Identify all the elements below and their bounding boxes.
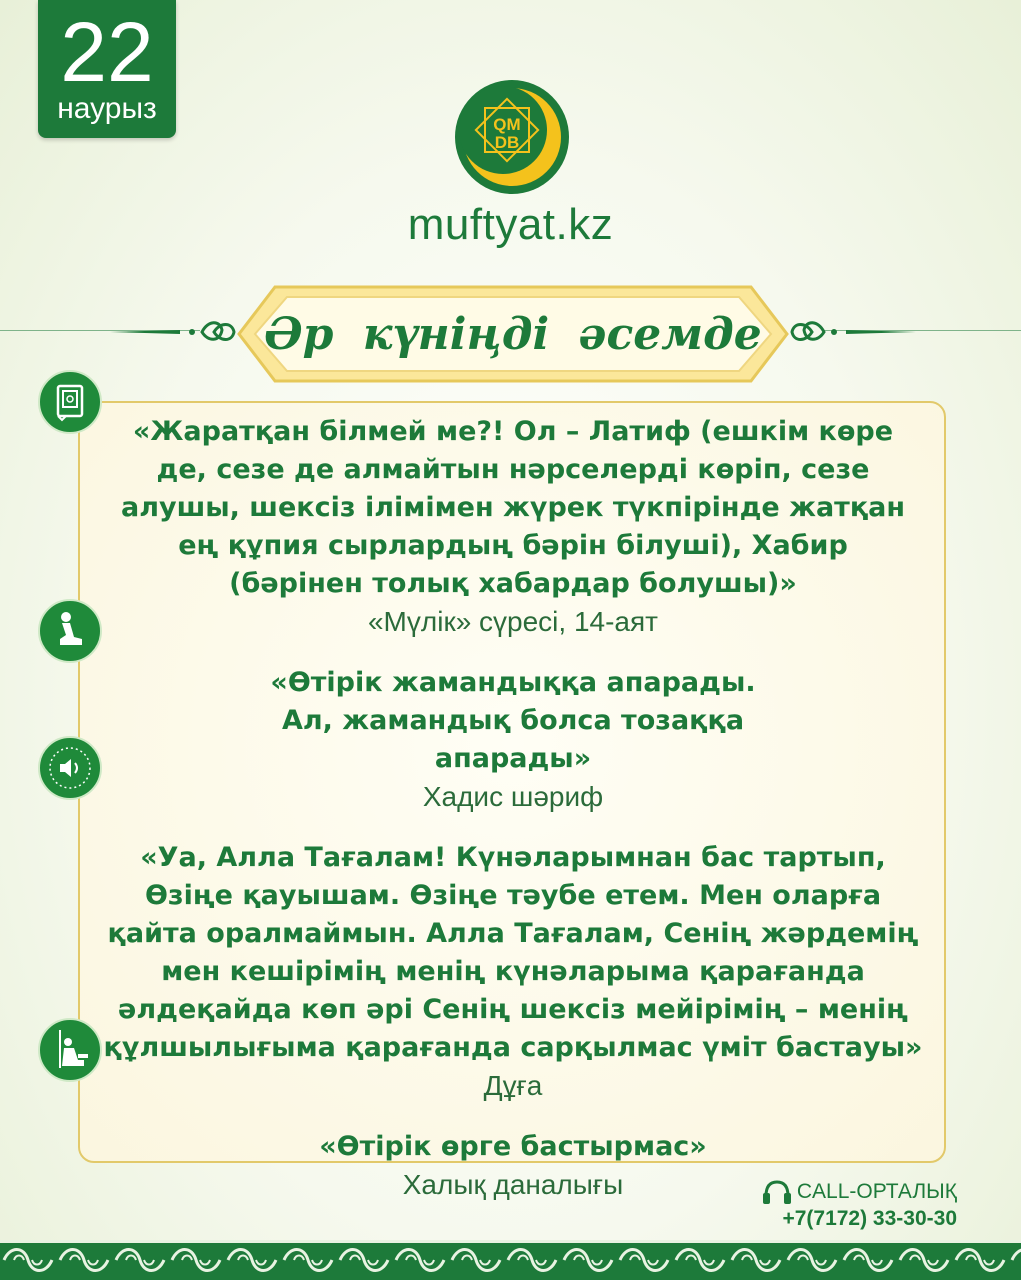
headset-icon	[761, 1178, 793, 1208]
date-badge	[38, 0, 176, 138]
call-phone[interactable]: +7(7172) 33-30-30	[782, 1207, 957, 1230]
quote-source: Дұға	[483, 1070, 543, 1101]
list-item	[80, 839, 946, 1105]
list-item	[80, 664, 946, 816]
svg-text:QM: QM	[493, 115, 521, 134]
quote-text: «Өтірік жамандыққа апарады. Ал, жамандық болса тозаққа апарады»	[270, 667, 756, 774]
quote-text: «Жаратқан білмей ме?! Ол – Латиф (ешкім көре де, сезе де алмайтын нәрселерді көріп, сезе алушы, шексіз ілімімен жүрек түкпірінде жатқан ең құпия сырлардың бәрін білуші), Хабир (бәрінен толық хабардар болушы)»	[120, 416, 906, 599]
quote-source: «Мүлік» сүресі, 14-аят	[367, 606, 658, 637]
banner-title: Әр күніңді әсемде	[264, 308, 762, 360]
ornamental-border	[0, 1240, 1021, 1280]
call-center[interactable]	[761, 1178, 957, 1232]
date-day: 22	[60, 5, 154, 99]
quote-source: Хадис шәриф	[422, 781, 604, 812]
quote-source: Халық даналығы	[402, 1169, 624, 1200]
list-item	[80, 413, 946, 641]
call-label: CALL-ОРТАЛЫҚ	[796, 1180, 957, 1203]
site-name[interactable]: muftyat.kz	[407, 200, 614, 249]
content-list	[80, 413, 946, 1204]
right-ornament	[786, 312, 916, 352]
quote-text: «Уа, Алла Тағалам! Күнәларымнан бас тартып, Өзіңе қауышам. Өзіңе тәубе етем. Мен оларға қайта оралмаймын. Алла Тағалам, Сенің жәрдемің мен кешірімің менің күнәларыма қарағанда әлдеқайда көп әрі Сенің шексіз мейірімің – менің құлшылығыма қарағанда сарқылмас үміт бастауы»	[103, 842, 923, 1063]
svg-text:DB: DB	[494, 133, 520, 152]
left-ornament	[110, 312, 240, 352]
muftyat-logo	[453, 78, 571, 196]
quote-text: «Өтірік өрге бастырмас»	[319, 1131, 707, 1162]
date-month: наурыз	[57, 92, 157, 125]
